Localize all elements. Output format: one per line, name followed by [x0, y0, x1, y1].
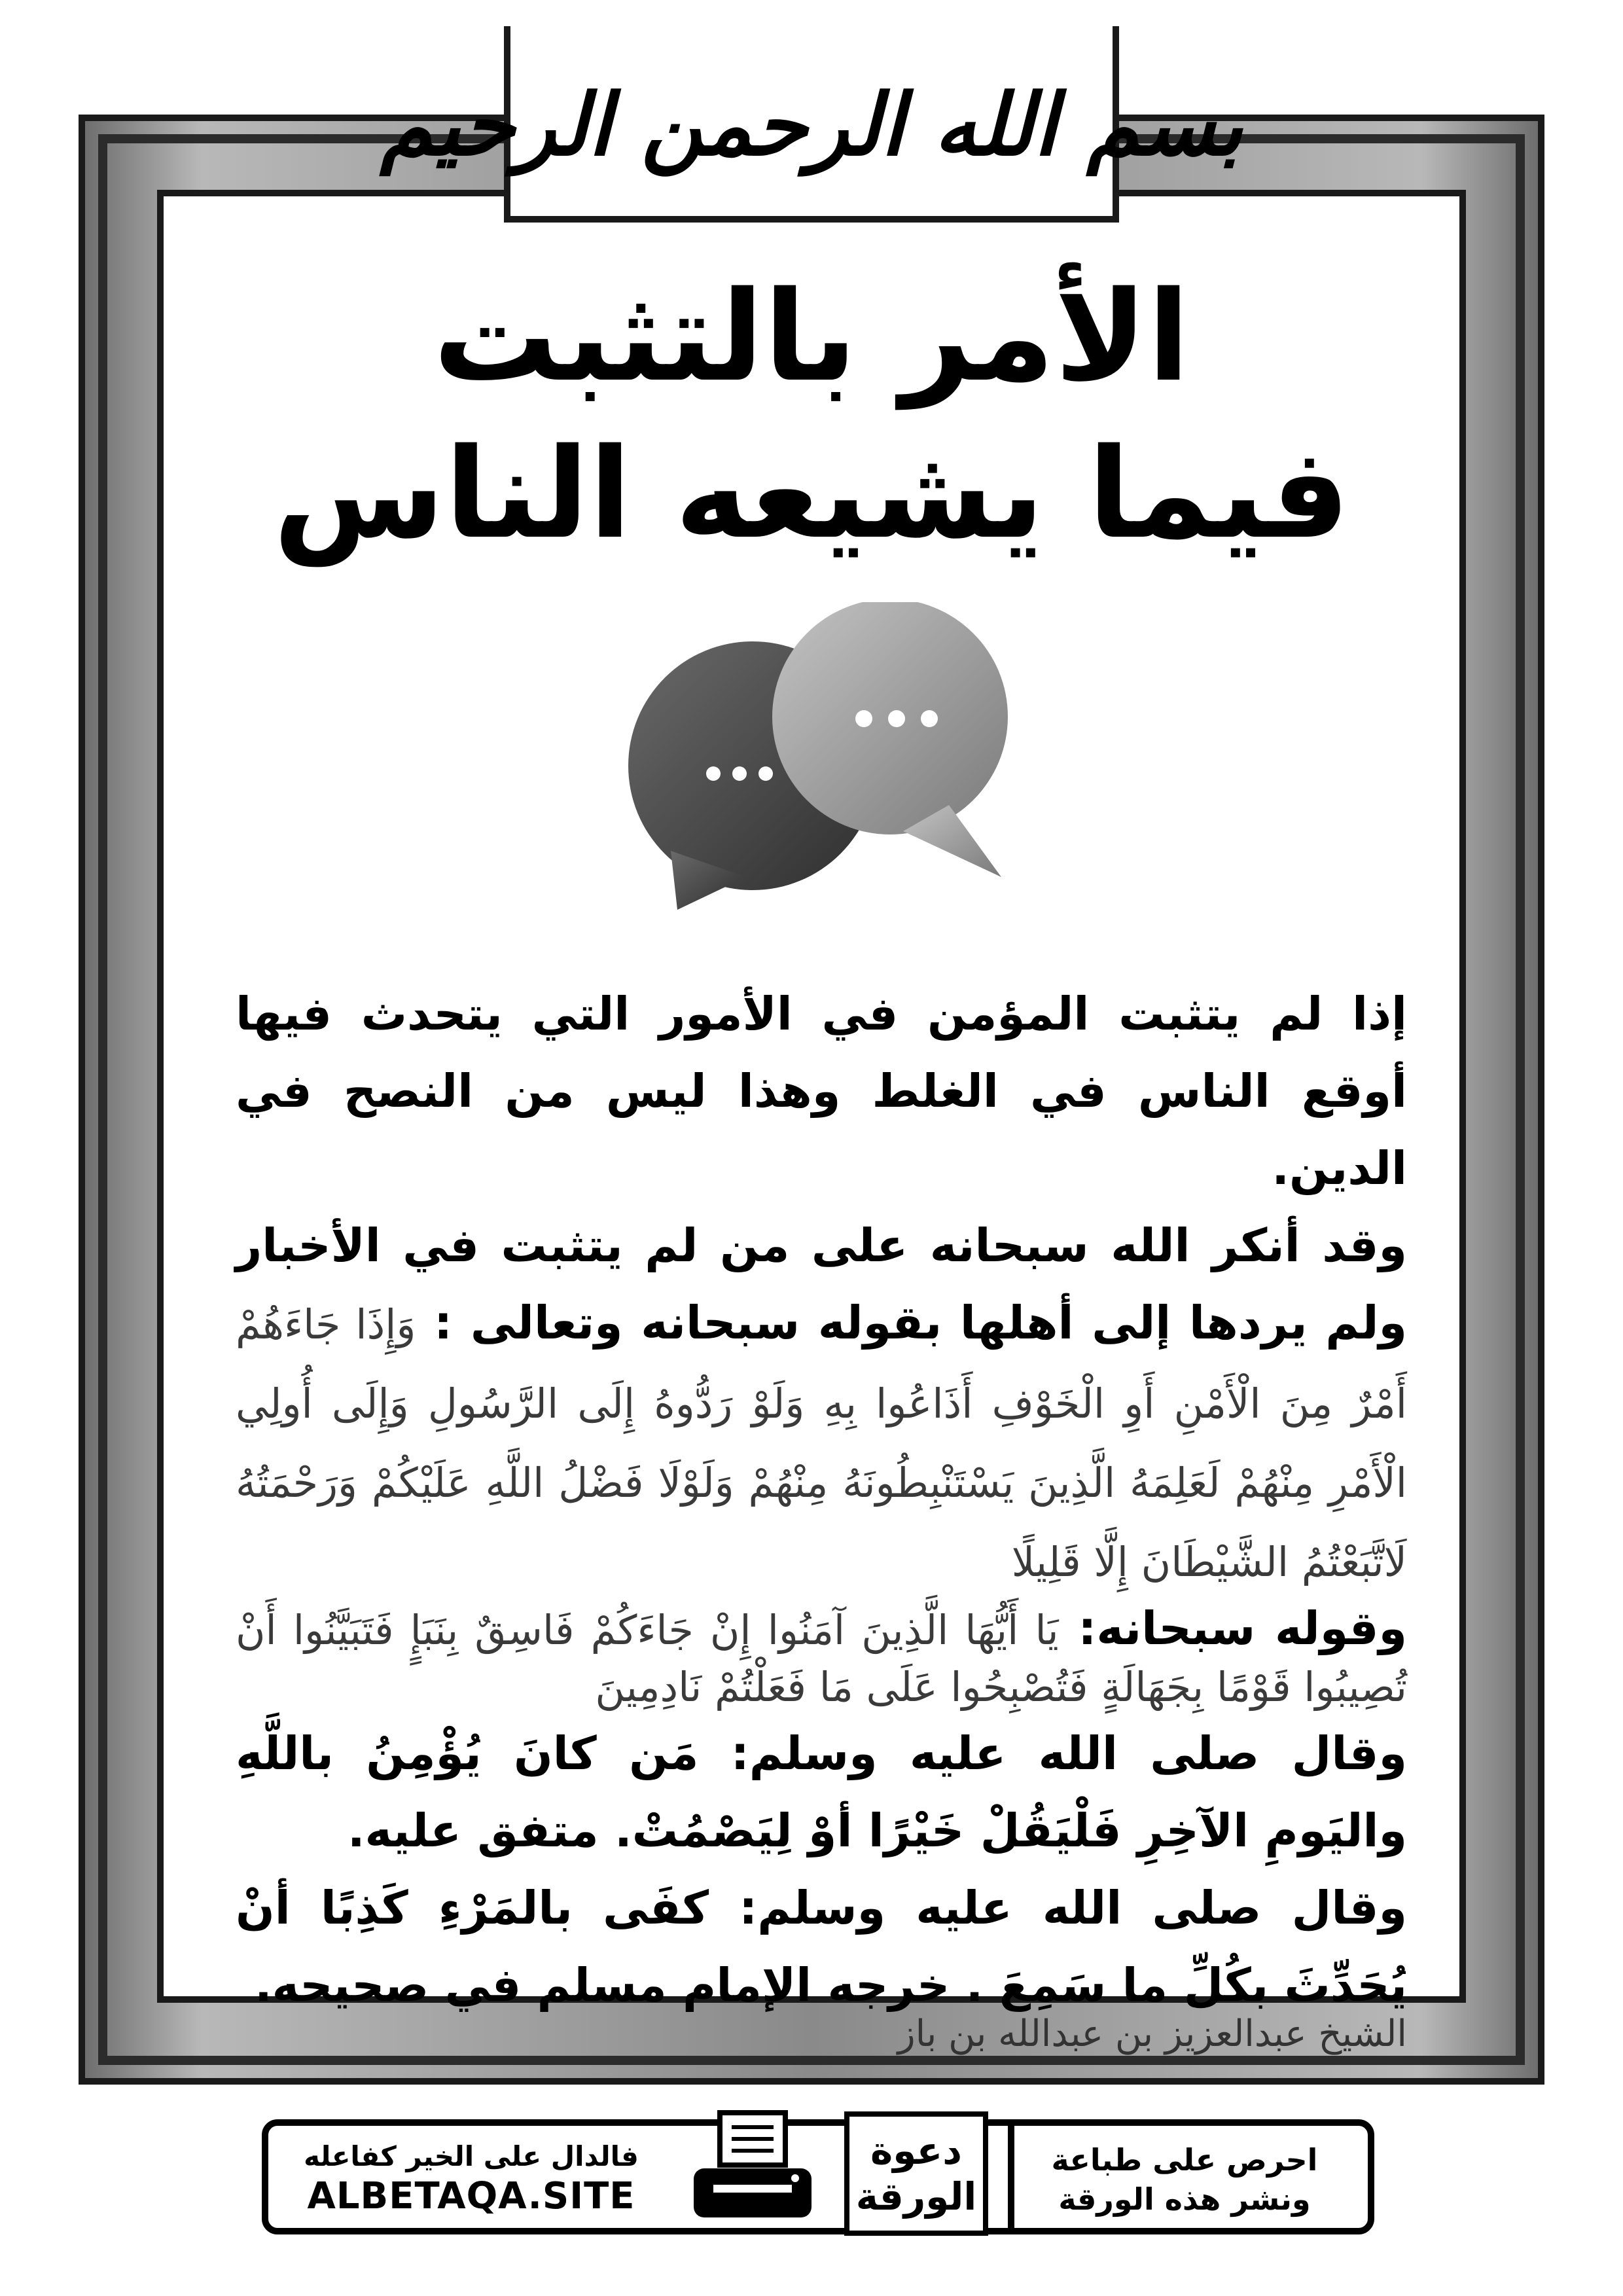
- footer-left: [288, 2140, 654, 2217]
- dawa-logo: [844, 2111, 988, 2236]
- paragraph-2: [236, 1207, 1407, 1601]
- paragraph-5-intro: وقال صلى الله عليه وسلم:: [739, 1881, 1407, 1935]
- footer-divider: [1008, 2126, 1014, 2228]
- paragraph-2-intro: وقد أنكر الله سبحانه على من لم يتثبت في الأخبار ولم يردها إلى أهلها بقوله سبحانه وتعالى :: [236, 1219, 1407, 1350]
- paragraph-4: [236, 1715, 1407, 1869]
- footer-proverb: فالدال على الخير كفاعله: [304, 2140, 639, 2172]
- body-text: [236, 975, 1407, 2024]
- hadith-2-source: خرجه الإمام مسلم في صحيحه.: [255, 1958, 950, 2012]
- chat-bubbles-icon: [615, 602, 1060, 916]
- logo-line-2: الورقة: [855, 2174, 977, 2219]
- footer-right: [1021, 2140, 1348, 2219]
- printer-icon: [687, 2106, 818, 2231]
- footer-cta-line-2: ونشر هذه الورقة: [1058, 2181, 1311, 2217]
- footer-banner: [262, 2119, 1374, 2234]
- paragraph-4-intro: وقال صلى الله عليه وسلم:: [730, 1727, 1407, 1780]
- paragraph-1: إذا لم يتثبت المؤمن في الأمور التي يتحدث فيها أوقع الناس في الغلط وهذا ليس من النصح في الدين.: [236, 987, 1407, 1195]
- hadith-1-source: متفق عليه.: [347, 1804, 599, 1857]
- title-line-2: فيما يشيعه الناس: [273, 422, 1350, 566]
- footer-site-link[interactable]: ALBETAQA.SITE: [307, 2175, 635, 2217]
- title-line-1: الأمر بالتثبت: [433, 264, 1190, 409]
- paragraph-3: [236, 1601, 1407, 1715]
- footer-cta-line-1: احرص على طباعة: [1051, 2142, 1318, 2178]
- logo-line-1: دعوة: [870, 2128, 962, 2173]
- basmala: بسم الله الرحمن الرحيم: [380, 74, 1243, 175]
- author-signature: الشيخ عبدالعزيز بن عبدالله بن باز: [897, 2013, 1407, 2055]
- hadith-2: كفَى بالمَرْءِ كَذِبًا أنْ يُحَدِّثَ بكُلِّ ما سَمِعَ .: [236, 1881, 1407, 2012]
- paragraph-5: [236, 1869, 1407, 2024]
- verse-an-nisa: وَإِذَا جَاءَهُمْ أَمْرٌ مِنَ الْأَمْنِ أَوِ الْخَوْفِ أَذَاعُوا بِهِ وَلَوْ رَدُّوهُ إِلَى الرَّسُولِ وَإِلَى أُولِي الْأَمْرِ مِنْهُمْ لَعَلِمَهُ الَّذِينَ يَسْتَنْبِطُونَهُ مِنْهُمْ وَلَوْلَا فَضْلُ اللَّهِ عَلَيْكُمْ وَرَحْمَتُهُ لَاتَّبَعْتُمُ الشَّيْطَانَ إِلَّا قَلِيلًا: [236, 1300, 1407, 1586]
- verse-al-hujurat: يَا أَيُّهَا الَّذِينَ آمَنُوا إِنْ جَاءَكُمْ فَاسِقٌ بِنَبَإٍ فَتَبَيَّنُوا أَنْ تُصِيبُوا قَوْمًا بِجَهَالَةٍ فَتُصْبِحُوا عَلَى مَا فَعَلْتُمْ نَادِمِينَ: [236, 1606, 1407, 1711]
- paragraph-3-intro: وقوله سبحانه:: [1078, 1602, 1407, 1655]
- hadith-1: مَن كانَ يُؤْمِنُ باللَّهِ واليَومِ الآخِرِ فَلْيَقُلْ خَيْرًا أوْ لِيَصْمُتْ.: [236, 1727, 1407, 1857]
